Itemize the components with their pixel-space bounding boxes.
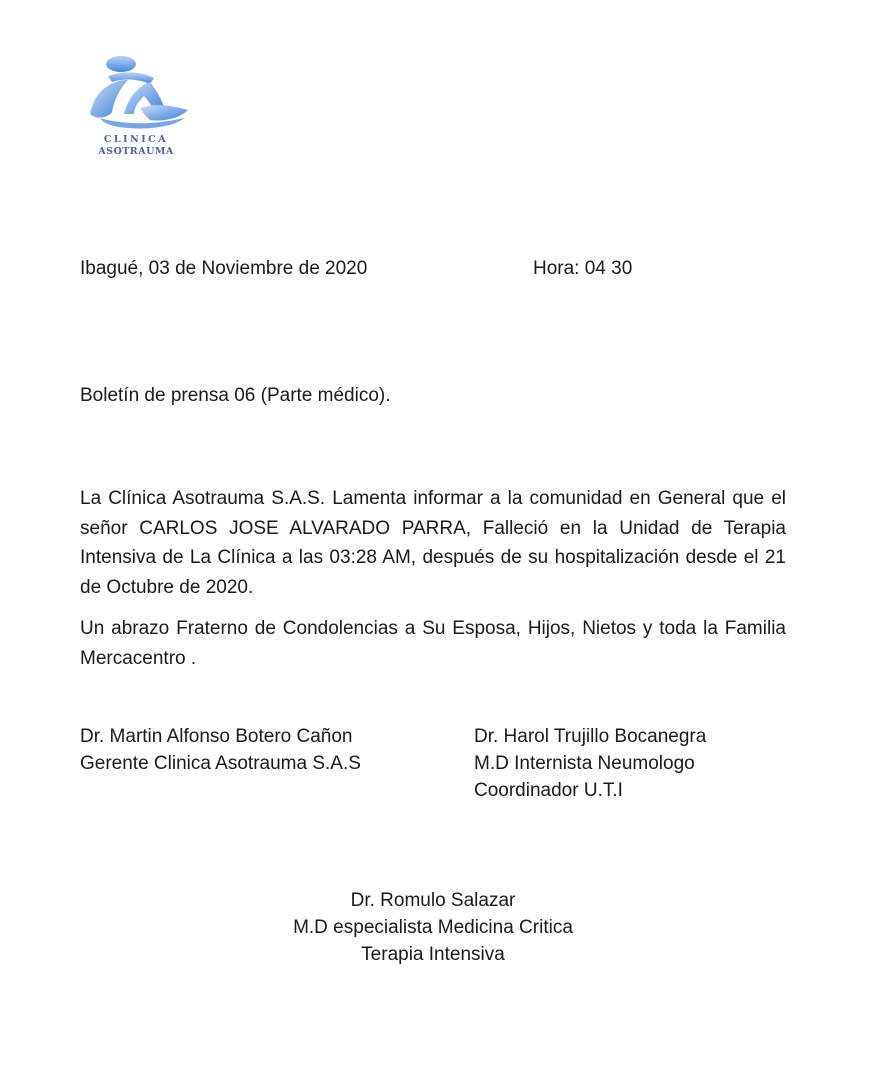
signature-name: Dr. Harol Trujillo Bocanegra [474, 726, 707, 747]
signature-title: M.D Internista Neumologo [474, 753, 695, 774]
signature-title: M.D especialista Medicina Critica [293, 917, 573, 938]
body-paragraph-announcement: La Clínica Asotrauma S.A.S. Lamenta informar a la comunidad en General que el señor CARLOS JOSE ALVARADO PARRA, Falleció en la Unidad de Terapia Intensiva de La Clínica a las 03:28 AM, después de su hospitalización desde el 21 de Octubre de 2020. [80, 488, 786, 598]
clinic-logo-mark-icon [80, 52, 192, 132]
signature-role: Coordinador U.T.I [474, 780, 623, 801]
signature-role: Terapia Intensiva [361, 944, 505, 965]
signature-name: Dr. Martin Alfonso Botero Cañon [80, 726, 353, 747]
letter-date: Ibagué, 03 de Noviembre de 2020 [80, 258, 368, 279]
clinic-logo [80, 52, 192, 160]
signature-block-specialist [0, 887, 866, 968]
logo-text-line1: CLINICA [103, 134, 169, 145]
signature-block-manager [80, 723, 361, 777]
signature-block-coordinator [474, 723, 706, 804]
signature-title: Gerente Clinica Asotrauma S.A.S [80, 753, 361, 774]
bulletin-title: Boletín de prensa 06 (Parte médico). [80, 385, 391, 406]
signature-name: Dr. Romulo Salazar [350, 890, 516, 911]
letter-time: Hora: 04 30 [533, 258, 633, 279]
body-paragraph-condolences: Un abrazo Fraterno de Condolencias a Su Esposa, Hijos, Nietos y toda la Familia Mercacentro . [80, 618, 786, 669]
logo-text-line2: ASOTRAUMA [98, 146, 174, 157]
